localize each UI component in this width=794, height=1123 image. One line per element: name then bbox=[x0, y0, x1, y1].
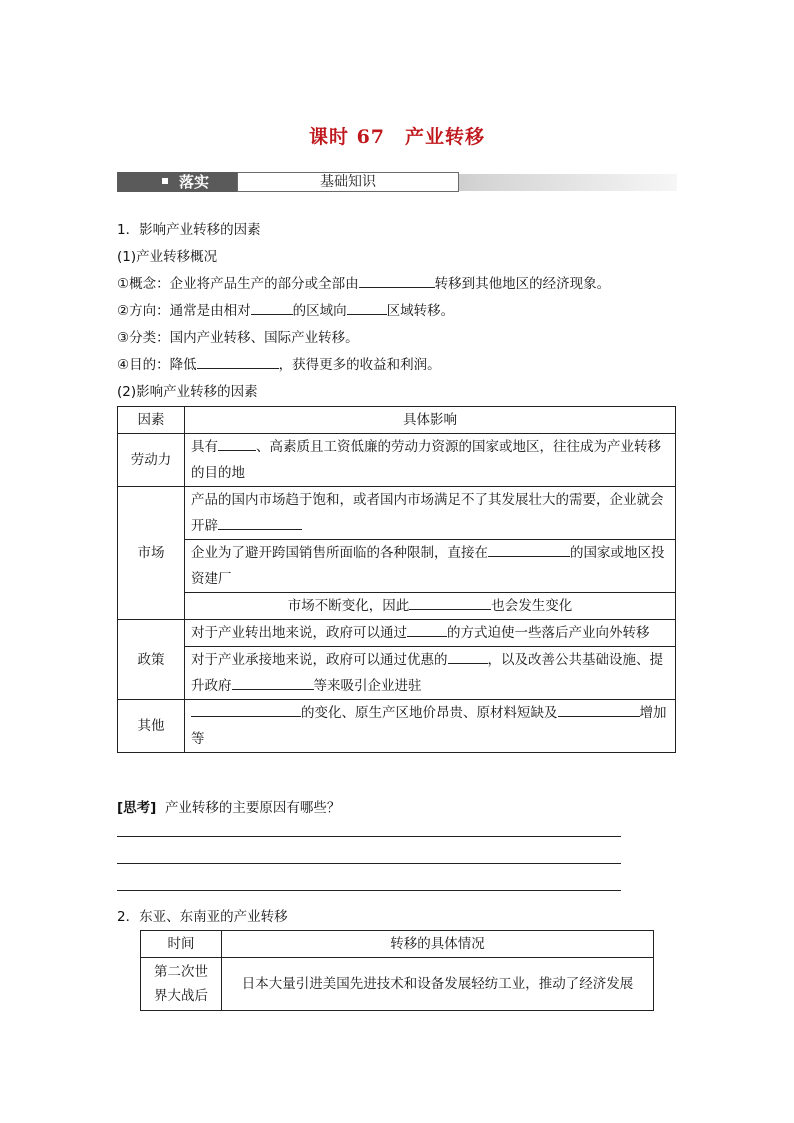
time-cell: 第二次世界大战后 bbox=[141, 958, 222, 1011]
purpose-line: ④目的：降低 ，获得更多的收益和利润。 bbox=[117, 353, 441, 373]
table-row bbox=[141, 931, 654, 958]
think-question: 产业转移的主要原因有哪些？ bbox=[164, 800, 341, 816]
section1-heading: 1．影响产业转移的因素 bbox=[117, 222, 261, 238]
bullet-icon bbox=[162, 178, 168, 184]
market-row-1: 产品的国内市场趋于饱和，或者国内市场满足不了其发展壮大的需要，企业就会开辟 bbox=[185, 487, 675, 540]
fill-blank[interactable] bbox=[218, 515, 302, 530]
answer-line[interactable] bbox=[117, 863, 621, 864]
fill-blank[interactable] bbox=[407, 622, 447, 637]
factor-policy: 政策 bbox=[118, 620, 185, 700]
factor-labor: 劳动力 bbox=[118, 434, 185, 487]
answer-line[interactable] bbox=[117, 890, 621, 891]
transfer-table bbox=[140, 930, 654, 1011]
banner-label-right: 基础知识 bbox=[237, 172, 459, 192]
labor-impact: 具有 、高素质且工资低廉的劳动力资源的国家或地区，往往成为产业转移的目的地 bbox=[185, 434, 676, 487]
fill-blank[interactable] bbox=[191, 702, 301, 717]
fill-blank[interactable] bbox=[218, 436, 256, 451]
fill-blank[interactable] bbox=[347, 300, 387, 315]
fill-blank[interactable] bbox=[251, 300, 293, 315]
section2-heading: 2．东亚、东南亚的产业转移 bbox=[117, 909, 288, 925]
factor-other: 其他 bbox=[118, 700, 185, 753]
table-row bbox=[118, 620, 676, 700]
detail-cell: 日本大量引进美国先进技术和设备发展轻纺工业，推动了经济发展 bbox=[222, 958, 654, 1011]
market-impact bbox=[185, 487, 676, 620]
factor-table bbox=[117, 406, 676, 753]
think-tag: [思考] bbox=[117, 800, 157, 816]
table-header-factor: 因素 bbox=[118, 407, 185, 434]
other-impact: 的变化、原生产区地价昂贵、原材料短缺及 增加等 bbox=[185, 700, 676, 753]
table-row bbox=[118, 407, 676, 434]
fill-blank[interactable] bbox=[197, 354, 279, 369]
table-row bbox=[118, 700, 676, 753]
subheading-overview: (1)产业转移概况 bbox=[117, 249, 218, 265]
subheading-factors: (2)影响产业转移的因素 bbox=[117, 384, 258, 400]
fill-blank[interactable] bbox=[232, 675, 314, 690]
fill-blank[interactable] bbox=[488, 542, 570, 557]
table-header-detail: 转移的具体情况 bbox=[222, 931, 654, 958]
market-row-2: 企业为了避开跨国销售所面临的各种限制，直接在 的国家或地区投资建厂 bbox=[185, 540, 675, 593]
fill-blank[interactable] bbox=[558, 702, 640, 717]
banner-label-left: 落实 bbox=[179, 173, 210, 191]
policy-row-1: 对于产业转出地来说，政府可以通过 的方式迫使一些落后产业向外转移 bbox=[185, 620, 675, 647]
fill-blank[interactable] bbox=[359, 273, 435, 288]
factor-market: 市场 bbox=[118, 487, 185, 620]
answer-line[interactable] bbox=[117, 836, 621, 837]
table-row bbox=[118, 487, 676, 620]
think-prompt bbox=[117, 796, 340, 816]
table-header-impact: 具体影响 bbox=[185, 407, 676, 434]
fill-blank[interactable] bbox=[448, 649, 488, 664]
page-title: 课时 67 产业转移 bbox=[308, 126, 486, 148]
category-line: ③分类：国内产业转移、国际产业转移。 bbox=[117, 330, 359, 346]
market-row-3: 市场不断变化，因此 也会发生变化 bbox=[185, 593, 675, 619]
concept-line: ①概念：企业将产品生产的部分或全部由 转移到其他地区的经济现象。 bbox=[117, 272, 610, 292]
table-row bbox=[118, 434, 676, 487]
direction-line: ②方向：通常是由相对 的区域向 区域转移。 bbox=[117, 299, 454, 319]
table-row bbox=[141, 958, 654, 1011]
section-banner bbox=[117, 172, 677, 194]
fill-blank[interactable] bbox=[409, 595, 491, 610]
policy-impact bbox=[185, 620, 676, 700]
policy-row-2: 对于产业承接地来说，政府可以通过优惠的 ，以及改善公共基础设施、提升政府 等来吸引企业进驻 bbox=[185, 647, 675, 699]
table-header-time: 时间 bbox=[141, 931, 222, 958]
